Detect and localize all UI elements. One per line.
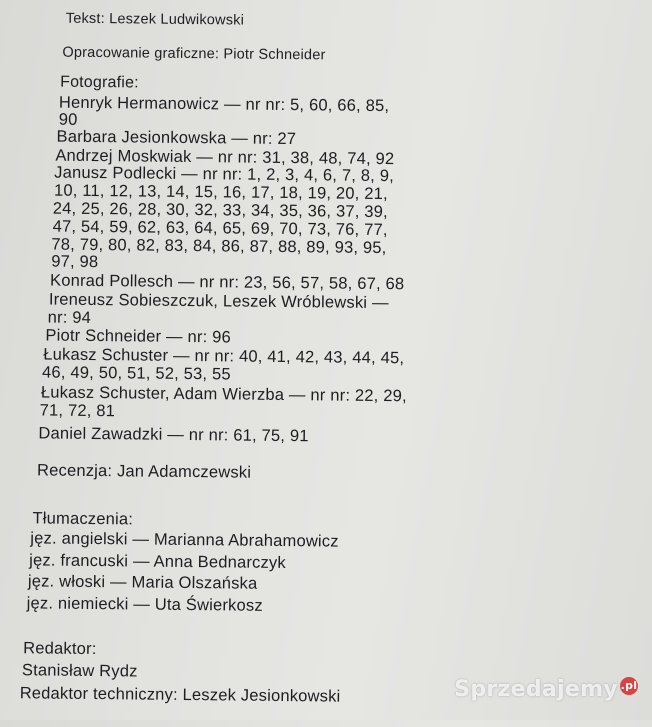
photo-credit-line: Łukasz Schuster, Adam Wierzba — nr nr: 22, 29,	[40, 383, 407, 406]
review-credit: Recenzja: Jan Adamczewski	[36, 461, 252, 482]
photo-credit-line: 46, 49, 50, 51, 52, 53, 55	[42, 363, 231, 384]
watermark-badge: .pl	[620, 677, 638, 695]
photo-credit-line: 97, 98	[51, 252, 99, 272]
graphic-design-credit: Opracowanie graficzne: Piotr Schneider	[62, 44, 326, 64]
translation-line: jęz. angielski — Marianna Abrahamowicz	[30, 529, 339, 551]
photo-credit-line: 47, 54, 59, 62, 63, 64, 65, 69, 70, 73, 76, 77,	[52, 217, 388, 240]
author-credit: Tekst: Leszek Ludwikowski	[65, 10, 245, 29]
photo-credit-line: Andrzej Moskwiak — nr nr: 31, 38, 48, 74, 92	[55, 146, 395, 169]
photo-credit-line: 24, 25, 26, 28, 30, 32, 33, 34, 35, 36, 37, 39,	[52, 199, 388, 222]
editor-name: Stanisław Rydz	[21, 661, 138, 681]
photo-credit-line: Piotr Schneider — nr: 96	[45, 326, 232, 347]
technical-editor-credit: Redaktor techniczny: Leszek Jesionkowski	[19, 684, 341, 706]
photo-credit-line: Janusz Podlecki — nr nr: 1, 2, 3, 4, 6, 7, 8, 9,	[54, 163, 395, 186]
photo-credit-line: nr: 94	[47, 308, 92, 327]
photo-credit-line: Daniel Zawadzki — nr nr: 61, 75, 91	[38, 424, 309, 446]
sprzedajemy-watermark	[454, 677, 638, 702]
photo-credit-line: 78, 79, 80, 82, 83, 84, 86, 87, 88, 89, 93, 95,	[51, 235, 387, 258]
photo-credit-line: Henryk Hermanowicz — nr nr: 5, 60, 66, 85,	[58, 93, 390, 116]
photo-credit-line: Konrad Pollesch — nr nr: 23, 56, 57, 58, 67, 68	[49, 271, 405, 294]
translation-line: jęz. niemiecki — Uta Świerkosz	[26, 594, 263, 615]
translation-line: jęz. francuski — Anna Bednarczyk	[29, 551, 286, 573]
translation-line: jęz. włoski — Maria Olszańska	[27, 572, 258, 593]
photo-credit-line: Barbara Jesionkowska — nr: 27	[56, 127, 297, 149]
photo-credit-line: 10, 11, 12, 13, 14, 15, 16, 17, 18, 19, 20, 21,	[53, 181, 388, 204]
photo-credit-line: 90	[58, 110, 78, 129]
photo-credit-line: Łukasz Schuster — nr nr: 40, 41, 42, 43, 44, 45,	[43, 345, 405, 368]
photo-credit-line: Ireneusz Sobieszczuk, Leszek Wróblewski —	[48, 290, 389, 313]
watermark-text: Sprzedajemy	[454, 677, 618, 702]
editor-heading: Redaktor:	[23, 639, 97, 659]
photos-heading: Fotografie:	[60, 73, 139, 92]
translations-heading: Tłumaczenia:	[32, 509, 134, 529]
photo-credit-line: 71, 72, 81	[39, 401, 116, 421]
